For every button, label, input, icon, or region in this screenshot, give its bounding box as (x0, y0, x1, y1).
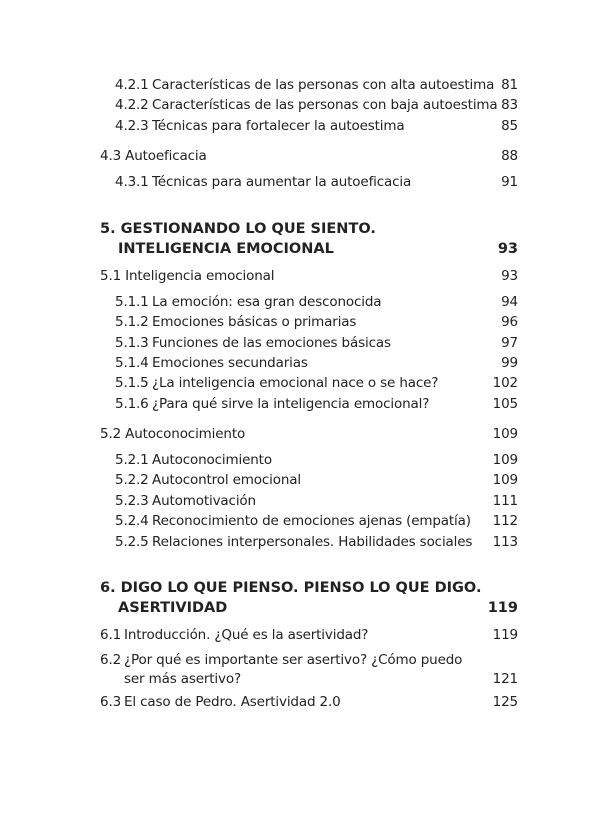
toc-number: 5.1.3 (115, 335, 149, 351)
toc-page-number: 112 (492, 513, 518, 529)
toc-page-number: 93 (497, 241, 518, 257)
toc-title: Autocontrol emocional (152, 472, 302, 488)
toc-number: 5.1.5 (115, 375, 149, 391)
toc-page-number: 88 (501, 148, 518, 164)
toc-title: Autoconocimiento (152, 452, 272, 468)
toc-entry-5-2-4[interactable] (0, 510, 601, 532)
toc-page-number: 97 (501, 335, 518, 351)
toc-page-number: 109 (492, 452, 518, 468)
toc-entry-5-1-5[interactable] (0, 372, 601, 394)
toc-page-number: 93 (501, 268, 518, 284)
toc-entry-6-3[interactable] (0, 691, 601, 713)
toc-page-number: 125 (492, 694, 518, 710)
toc-entry-5-1[interactable] (0, 265, 601, 287)
toc-page-number: 119 (492, 627, 518, 643)
toc-page-number: 99 (501, 355, 518, 371)
toc-page-number: 119 (487, 600, 518, 616)
toc-entry-5-2-2[interactable] (0, 469, 601, 491)
toc-title: Reconocimiento de emociones ajenas (empatía) (152, 513, 471, 529)
toc-page-number: 105 (492, 396, 518, 412)
toc-title: Características de las personas con alta autoestima (152, 77, 495, 93)
toc-title: ¿Por qué es importante ser asertivo? ¿Cómo puedo (124, 652, 463, 668)
toc-number: 5.2.1 (115, 452, 149, 468)
toc-title: ¿Para qué sirve la inteligencia emocional? (152, 396, 430, 412)
toc-entry-5-2-1[interactable] (0, 449, 601, 471)
chapter-title: ASERTIVIDAD (118, 600, 228, 616)
toc-entry-4-2-1[interactable] (0, 74, 601, 96)
toc-title: Emociones básicas o primarias (152, 314, 357, 330)
toc-title: Funciones de las emociones básicas (152, 335, 391, 351)
toc-number: 5.1.2 (115, 314, 149, 330)
toc-number: 5.1.1 (115, 294, 149, 310)
toc-number: 6.2 (100, 652, 122, 668)
toc-title: Características de las personas con baja autoestima (152, 97, 498, 113)
toc-page-number: 96 (501, 314, 518, 330)
toc-entry-4-3-1[interactable] (0, 171, 601, 193)
toc-number: 5.2.2 (115, 472, 149, 488)
toc-title: Automotivación (152, 493, 256, 509)
toc-number: 4.2.2 (115, 97, 149, 113)
toc-number: 5.2.4 (115, 513, 149, 529)
toc-entry-5-2-3[interactable] (0, 490, 601, 512)
toc-entry-4-2-2[interactable] (0, 94, 601, 116)
toc-page-number: 85 (501, 118, 518, 134)
chapter-title: 6. DIGO LO QUE PIENSO. PIENSO LO QUE DIGO. (100, 580, 482, 596)
chapter-6-heading-line2[interactable] (0, 597, 601, 619)
toc-page-number: 83 (501, 97, 518, 113)
toc-page-number: 109 (492, 472, 518, 488)
toc-title: El caso de Pedro. Asertividad 2.0 (124, 694, 341, 710)
toc-entry-6-1[interactable] (0, 624, 601, 646)
chapter-5-heading-line1[interactable] (0, 218, 601, 240)
toc-page-number: 91 (501, 174, 518, 190)
chapter-5-heading-line2[interactable] (0, 238, 601, 260)
toc-number: 5.2.3 (115, 493, 149, 509)
toc-title: ¿La inteligencia emocional nace o se hace? (152, 375, 439, 391)
toc-page-number: 111 (492, 493, 518, 509)
toc-entry-5-1-1[interactable] (0, 291, 601, 313)
toc-entry-5-1-6[interactable] (0, 393, 601, 415)
toc-title: La emoción: esa gran desconocida (152, 294, 382, 310)
toc-entry-4-3[interactable] (0, 145, 601, 167)
toc-number: 4.3.1 (115, 174, 149, 190)
toc-page-number: 102 (492, 375, 518, 391)
toc-page-number: 113 (492, 534, 518, 550)
toc-title: Técnicas para fortalecer la autoestima (152, 118, 405, 134)
toc-entry-5-2[interactable] (0, 423, 601, 445)
toc-page-number: 81 (501, 77, 518, 93)
toc-number: 6.1 (100, 627, 122, 643)
toc-entry-5-1-3[interactable] (0, 332, 601, 354)
toc-number: 4.2.3 (115, 118, 149, 134)
toc-entry-5-1-4[interactable] (0, 352, 601, 374)
toc-title: 5.2 Autoconocimiento (100, 426, 246, 442)
toc-number: 5.2.5 (115, 534, 149, 550)
chapter-title: INTELIGENCIA EMOCIONAL (118, 241, 334, 257)
toc-entry-4-2-3[interactable] (0, 115, 601, 137)
toc-entry-5-2-5[interactable] (0, 531, 601, 553)
toc-title: Técnicas para aumentar la autoeficacia (152, 174, 412, 190)
toc-title: 4.3 Autoeficacia (100, 148, 207, 164)
toc-number: 5.1.4 (115, 355, 149, 371)
chapter-6-heading-line1[interactable] (0, 577, 601, 599)
toc-page-number: 121 (492, 671, 518, 687)
toc-number: 5.1.6 (115, 396, 149, 412)
toc-entry-6-2-continued[interactable] (0, 668, 601, 690)
toc-number: 6.3 (100, 694, 122, 710)
toc-title: Introducción. ¿Qué es la asertividad? (124, 627, 369, 643)
toc-title: Emociones secundarias (152, 355, 308, 371)
toc-title: Relaciones interpersonales. Habilidades sociales (152, 534, 473, 550)
toc-page-number: 109 (492, 426, 518, 442)
toc-page-number: 94 (501, 294, 518, 310)
chapter-title: 5. GESTIONANDO LO QUE SIENTO. (100, 221, 376, 237)
toc-title: ser más asertivo? (124, 671, 241, 687)
toc-title: 5.1 Inteligencia emocional (100, 268, 275, 284)
toc-entry-5-1-2[interactable] (0, 311, 601, 333)
toc-number: 4.2.1 (115, 77, 149, 93)
